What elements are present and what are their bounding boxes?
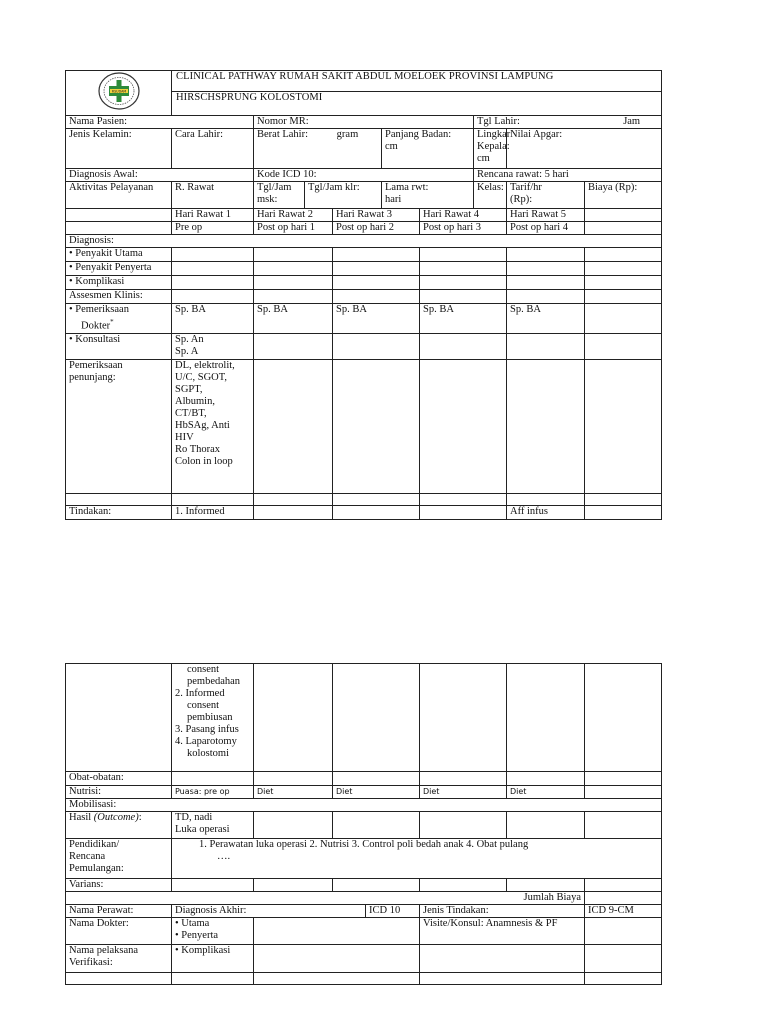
mobilisasi-label: Mobilisasi: <box>66 799 662 812</box>
phase-1: Pre op <box>172 222 254 235</box>
aktivitas-pelayanan-label: Aktivitas Pelayanan <box>66 182 172 209</box>
sp-ba-2: Sp. BA <box>254 304 333 334</box>
document-subtitle: HIRSCHSPRUNG KOLOSTOMI <box>172 92 662 116</box>
nutrisi-label: Nutrisi: <box>66 786 172 799</box>
hasil-outcome-label: Hasil (Outcome): <box>66 812 172 839</box>
nilai-apgar-label: Nilai Apgar: <box>507 129 662 169</box>
penyakit-penyerta-label: • Penyakit Penyerta <box>66 262 172 276</box>
diagnosis-label: Diagnosis: <box>66 235 662 248</box>
lingkar-kepala-field: Lingkar Kepala: cm <box>474 129 507 169</box>
icd10-label: ICD 10 <box>366 905 420 918</box>
svg-text:RSUDAM: RSUDAM <box>111 89 126 94</box>
konsultasi-specialists: Sp. An Sp. A <box>172 333 254 359</box>
visite-konsul-label: Visite/Konsul: Anamnesis & PF <box>420 918 585 945</box>
clinical-pathway-table-top <box>65 70 662 520</box>
assesmen-klinis-label: Assesmen Klinis: <box>66 290 172 304</box>
diagnosis-akhir-label: Diagnosis Akhir: <box>172 905 366 918</box>
cara-lahir-label: Cara Lahir: <box>172 129 254 169</box>
pemeriksaan-penunjang-label: Pemeriksaan penunjang: <box>66 359 172 493</box>
rencana-rawat-label: Rencana rawat: 5 hari <box>474 169 662 182</box>
hospital-logo-cell <box>66 71 172 116</box>
phase-3: Post op hari 2 <box>333 222 420 235</box>
panjang-badan-field: Panjang Badan: cm <box>382 129 474 169</box>
tgl-jam-keluar-label: Tgl/Jam klr: <box>305 182 382 209</box>
penunjang-list: DL, elektrolit, U/C, SGOT, SGPT, Albumin, CT/BT, HbSAg, Anti HIV Ro Thorax Colon in loop <box>172 359 254 493</box>
hari-rawat-2: Hari Rawat 2 <box>254 209 333 222</box>
sp-ba-5: Sp. BA <box>507 304 585 334</box>
tindakan-continued: consent pembedahan 2. Informed consent pembiusan 3. Pasang infus 4. Laparotomy kolostomi <box>172 664 254 772</box>
hari-rawat-1: Hari Rawat 1 <box>172 209 254 222</box>
hari-rawat-3: Hari Rawat 3 <box>333 209 420 222</box>
clinical-pathway-table-bottom <box>65 663 662 985</box>
jumlah-biaya-label: Jumlah Biaya <box>66 892 585 905</box>
nutrisi-day-4: Diet <box>420 786 507 799</box>
phase-5: Post op hari 4 <box>507 222 585 235</box>
sp-ba-3: Sp. BA <box>333 304 420 334</box>
nama-pasien-label: Nama Pasien: <box>66 116 254 129</box>
pendidikan-label: Pendidikan/ Rencana Pemulangan: <box>66 839 172 879</box>
diagnosis-akhir-items: • Utama • Penyerta <box>172 918 254 945</box>
tarif-label: Tarif/hr (Rp): <box>507 182 585 209</box>
hasil-values: TD, nadi Luka operasi <box>172 812 254 839</box>
hari-rawat-4: Hari Rawat 4 <box>420 209 507 222</box>
biaya-label: Biaya (Rp): <box>585 182 662 209</box>
kode-icd-label: Kode ICD 10: <box>254 169 474 182</box>
komplikasi-akhir-label: • Komplikasi <box>172 945 254 973</box>
jenis-tindakan-label: Jenis Tindakan: <box>420 905 585 918</box>
nutrisi-day-1: Puasa: pre op <box>172 786 254 799</box>
phase-2: Post op hari 1 <box>254 222 333 235</box>
kelas-label: Kelas: <box>474 182 507 209</box>
konsultasi-label: • Konsultasi <box>66 333 172 359</box>
icd9-label: ICD 9-CM <box>585 905 662 918</box>
jenis-kelamin-label: Jenis Kelamin: <box>66 129 172 169</box>
diagnosis-awal-label: Diagnosis Awal: <box>66 169 254 182</box>
sp-ba-1: Sp. BA <box>172 304 254 334</box>
nama-dokter-label: Nama Dokter: <box>66 918 172 945</box>
aff-infus: Aff infus <box>507 505 585 519</box>
phase-4: Post op hari 3 <box>420 222 507 235</box>
r-rawat-label: R. Rawat <box>172 182 254 209</box>
pemeriksaan-dokter-label: • Pemeriksaan Dokter* <box>66 304 172 334</box>
obat-obatan-label: Obat-obatan: <box>66 772 172 786</box>
varians-label: Varians: <box>66 879 172 892</box>
document-title: CLINICAL PATHWAY RUMAH SAKIT ABDUL MOELOEK PROVINSI LAMPUNG <box>172 71 662 92</box>
nutrisi-day-5: Diet <box>507 786 585 799</box>
nutrisi-day-2: Diet <box>254 786 333 799</box>
tgl-jam-masuk-label: Tgl/Jam msk: <box>254 182 305 209</box>
nama-perawat-label: Nama Perawat: <box>66 905 172 918</box>
tindakan-item-1: 1. Informed <box>172 505 254 519</box>
nutrisi-day-3: Diet <box>333 786 420 799</box>
penyakit-utama-label: • Penyakit Utama <box>66 248 172 262</box>
berat-lahir-field: Berat Lahir: gram <box>254 129 382 169</box>
tindakan-label: Tindakan: <box>66 505 172 519</box>
hospital-logo-icon <box>97 71 141 111</box>
lama-rawat-label: Lama rwt: hari <box>382 182 474 209</box>
nomor-mr-label: Nomor MR: <box>254 116 474 129</box>
pendidikan-content: 1. Perawatan luka operasi 2. Nutrisi 3. Control poli bedah anak 4. Obat pulang …. <box>172 839 662 879</box>
sp-ba-4: Sp. BA <box>420 304 507 334</box>
tgl-lahir-field: Tgl Lahir: Jam <box>474 116 662 129</box>
nama-pelaksana-label: Nama pelaksana Verifikasi: <box>66 945 172 973</box>
komplikasi-label: • Komplikasi <box>66 276 172 290</box>
hari-rawat-5: Hari Rawat 5 <box>507 209 585 222</box>
